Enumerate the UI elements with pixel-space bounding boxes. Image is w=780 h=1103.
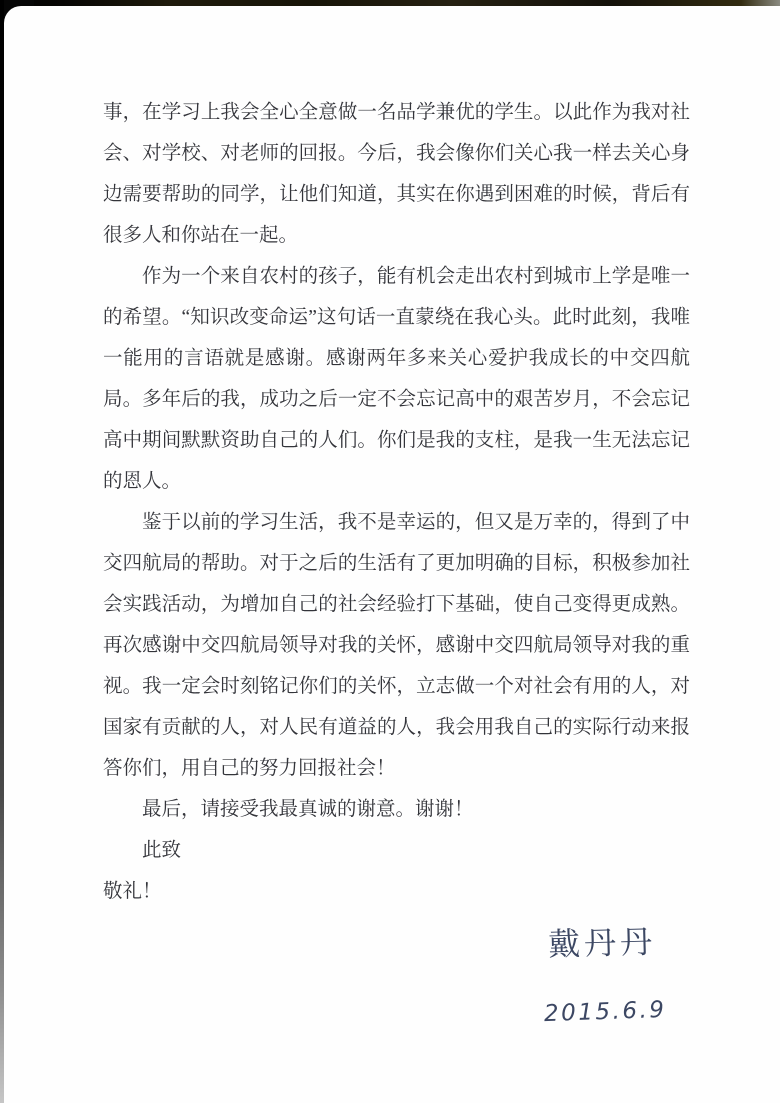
letter-closing-cizhi: 此致: [142, 840, 182, 861]
letter-closing-thanks: 最后，请接受我最真诚的谢意。谢谢！: [142, 799, 474, 820]
handwritten-signature: 戴丹丹: [547, 923, 657, 963]
letter-closing-jingli: 敬礼！: [103, 881, 162, 902]
letter-paragraph-continuation: 事，在学习上我会全心全意做一名品学兼优的学生。以此作为我对社会、对学校、对老师的回报。今后，我会像你们关心我一样去关心身边需要帮助的同学，让他们知道，其实在你遇到困难的时候，背后有很多人和你站在一起。: [103, 102, 690, 246]
letter-body: [103, 92, 690, 912]
handwritten-date: 2015.6.9: [543, 996, 667, 1028]
letter-paragraph: 鉴于以前的学习生活，我不是幸运的，但又是万幸的，得到了中交四航局的帮助。对于之后的生活有了更加明确的目标，积极参加社会实践活动，为增加自己的社会经验打下基础，使自己变得更成熟。再次感谢中交四航局领导对我的关怀，感谢中交四航局领导对我的重视。我一定会时刻铭记你们的关怀，立志做一个对社会有用的人，对国家有贡献的人，对人民有道益的人，我会用我自己的实际行动来报答你们，用自己的努力回报社会！: [103, 512, 690, 779]
letter-paragraph: 作为一个来自农村的孩子，能有机会走出农村到城市上学是唯一的希望。“知识改变命运”这句话一直蒙绕在我心头。此时此刻，我唯一能用的言语就是感谢。感谢两年多来关心爱护我成长的中交四航局。多年后的我，成功之后一定不会忘记高中的艰苦岁月，不会忘记高中期间默默资助自己的人们。你们是我的支柱，是我一生无法忘记的恩人。: [103, 266, 690, 492]
letter-paper: [4, 6, 780, 1103]
